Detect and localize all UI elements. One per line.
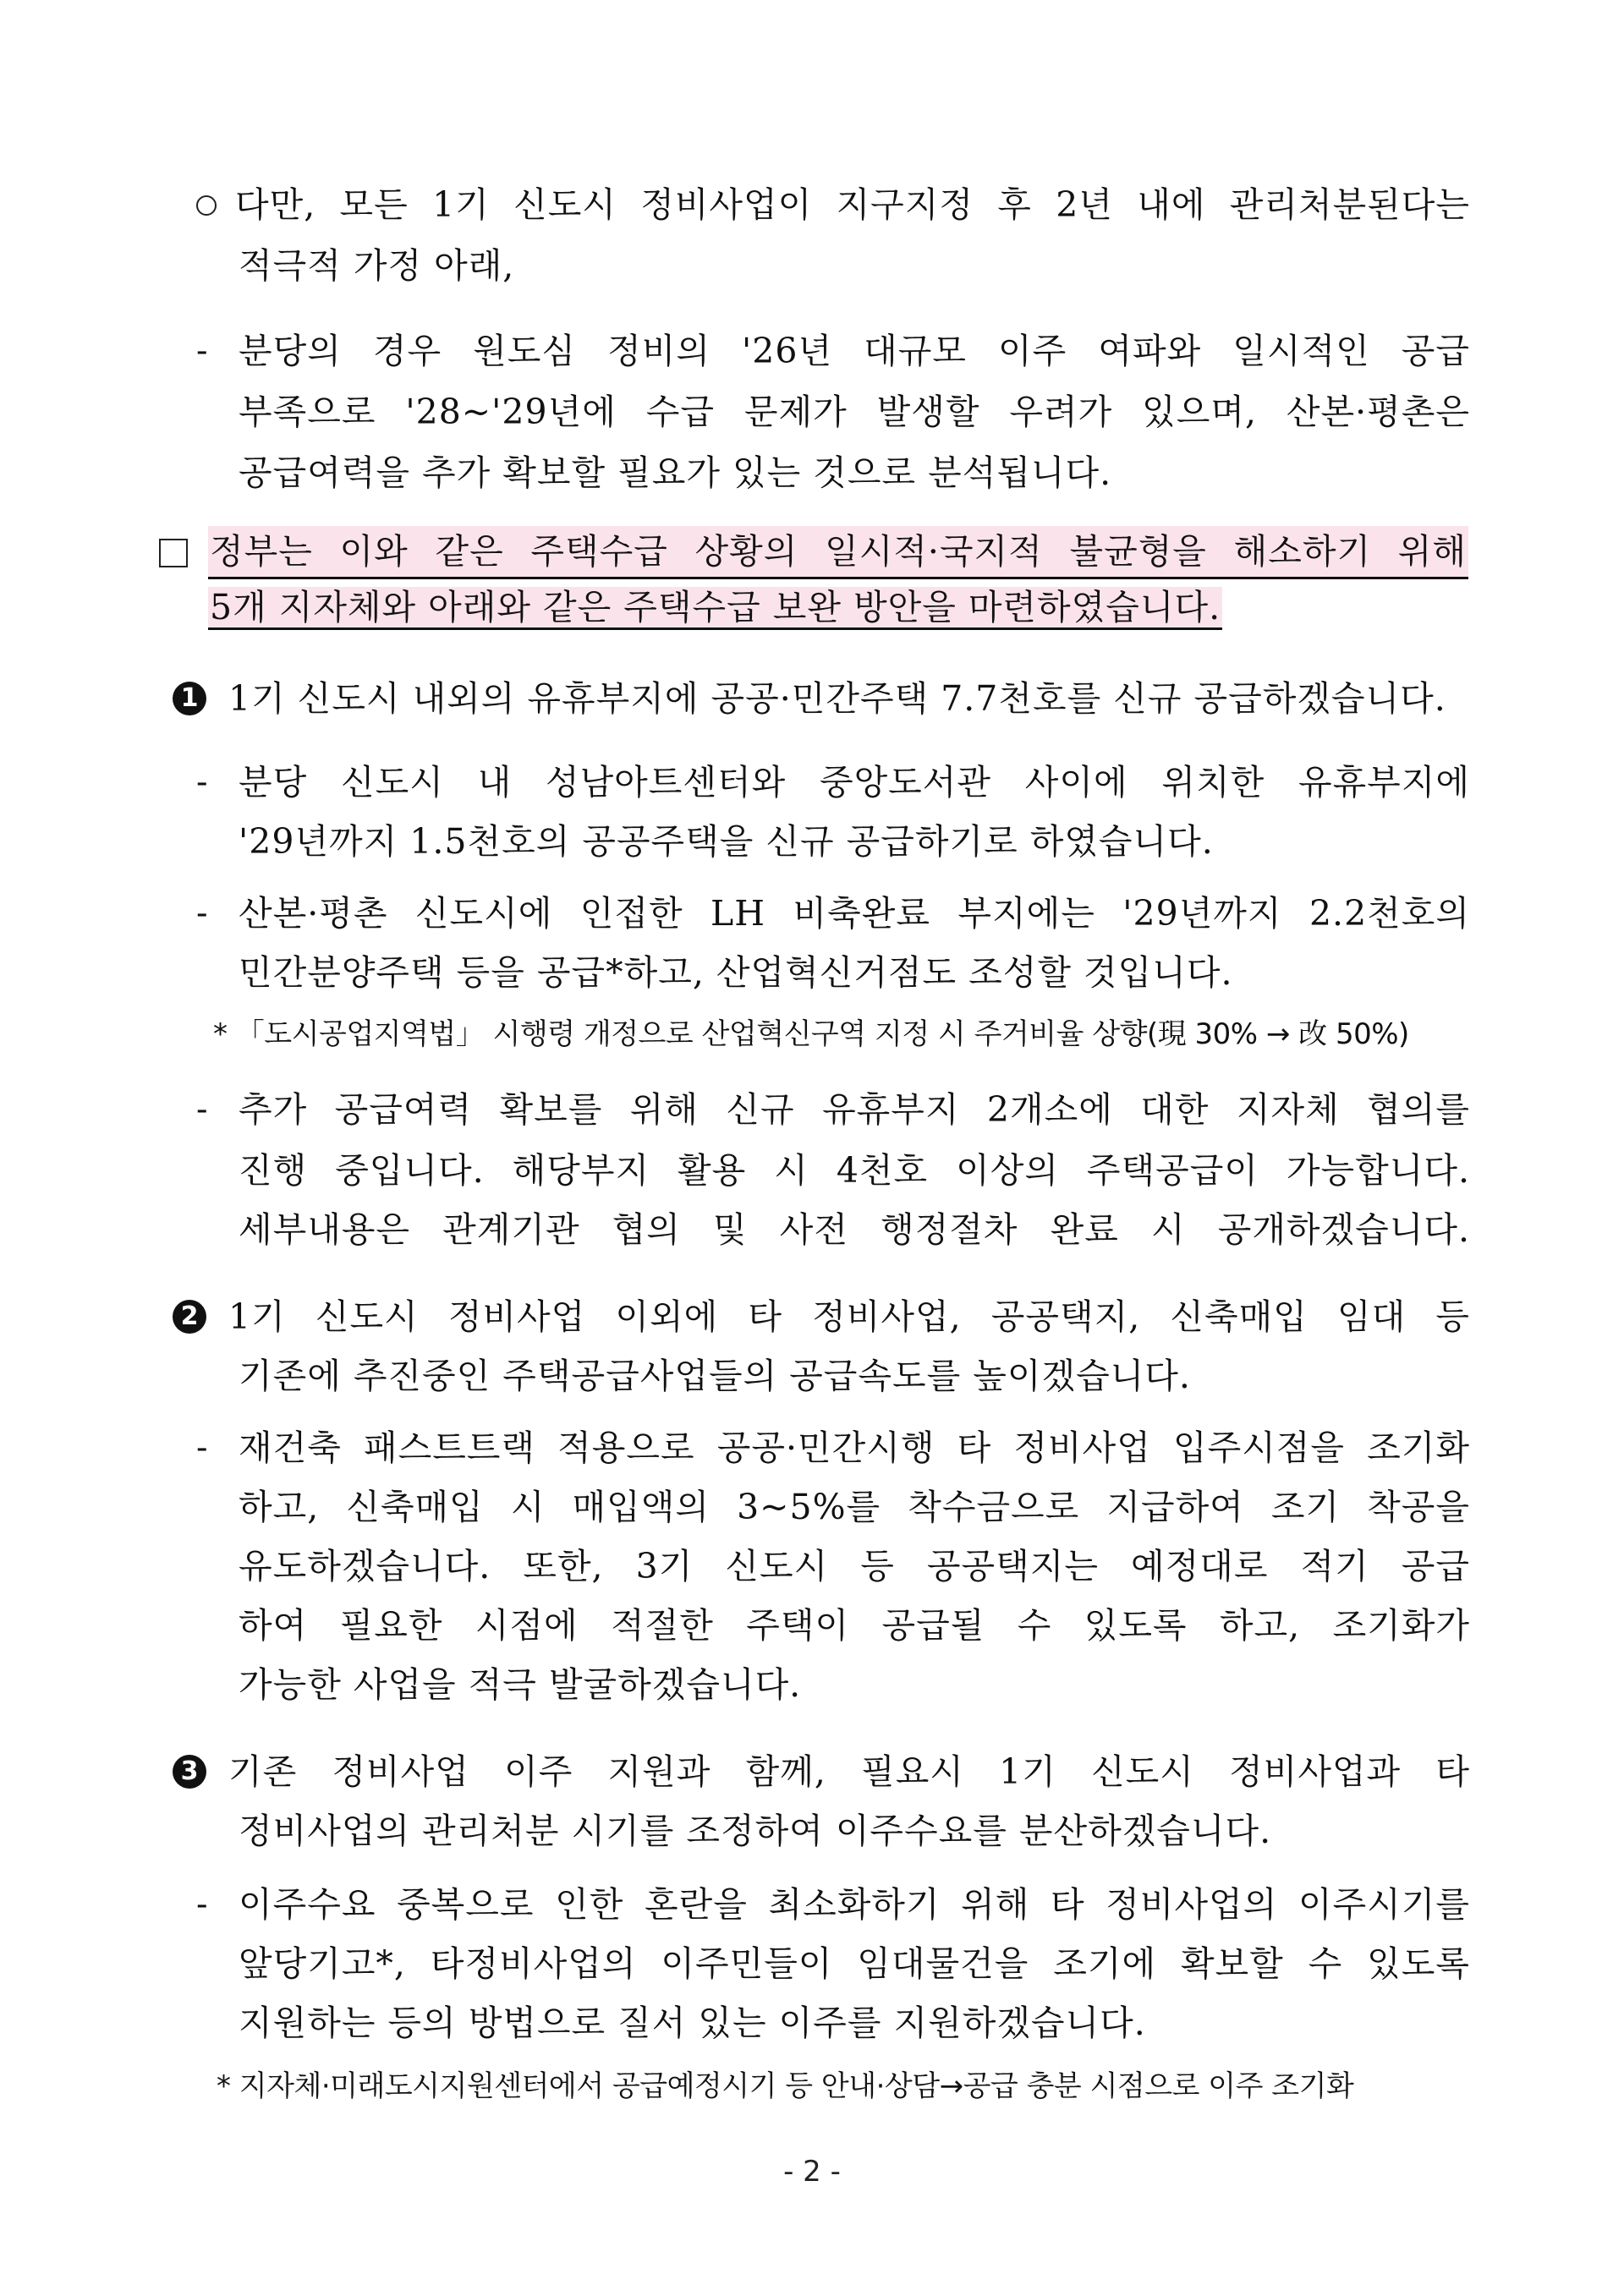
numbered-heading-line: 1기 신도시 내외의 유휴부지에 공공·민간주택 7.7천호를 신규 공급하겠습니다. [228,678,1446,719]
dash-marker: - [196,1885,208,1924]
paragraph-line: 하고, 신축매입 시 매입액의 3~5%를 착수금으로 지급하여 조기 착공을 [239,1487,1470,1527]
footnote: * 「도시공업지역법」 시행령 개정으로 산업혁신구역 지정 시 주거비율 상향(現 30% → 改 50%) [213,1017,1409,1051]
paragraph-line: 산본·평촌 신도시에 인접한 LH 비축완료 부지에는 '29년까지 2.2천호의 [239,893,1470,934]
paragraph-line: 민간분양주택 등을 공급*하고, 산업혁신거점도 조성할 것입니다. [239,952,1233,993]
paragraph-line: 분당 신도시 내 성남아트센터와 중앙도서관 사이에 위치한 유휴부지에 [239,762,1470,803]
paragraph-line: 다만, 모든 1기 신도시 정비사업이 지구지정 후 2년 내에 관리처분된다는 [235,184,1470,225]
paragraph-line: 유도하겠습니다. 또한, 3기 신도시 등 공공택지는 예정대로 적기 공급 [239,1546,1470,1586]
checkbox-square-icon [159,539,188,567]
paragraph-line: 진행 중입니다. 해당부지 활용 시 4천호 이상의 주택공급이 가능합니다. [239,1150,1470,1191]
number-2-badge: 2 [173,1300,206,1334]
paragraph-line: '29년까지 1.5천호의 공공주택을 신규 공급하기로 하였습니다. [239,821,1214,862]
paragraph-line: 추가 공급여력 확보를 위해 신규 유휴부지 2개소에 대한 지자체 협의를 [239,1089,1470,1130]
dash-marker: - [196,332,208,370]
highlighted-summary-line: 정부는 이와 같은 주택수급 상황의 일시적·국지적 불균형을 해소하기 위해 [208,526,1468,579]
footnote: * 지자체·미래도시지원센터에서 공급예정시기 등 안내·상담→공급 충분 시점으로 이주 조기화 [217,2069,1354,2103]
dash-marker: - [196,894,208,933]
paragraph-line: 가능한 사업을 적극 발굴하겠습니다. [239,1664,802,1705]
numbered-heading-line: 정비사업의 관리처분 시기를 조정하여 이주수요를 분산하겠습니다. [239,1811,1272,1851]
paragraph-line: 하여 필요한 시점에 적절한 주택이 공급될 수 있도록 하고, 조기화가 [239,1605,1470,1646]
number-1-badge: 1 [173,682,206,715]
paragraph-line: 공급여력을 추가 확보할 필요가 있는 것으로 분석됩니다. [239,452,1112,493]
page-number: - 2 - [783,2155,841,2189]
dash-marker: - [196,763,208,802]
paragraph-line: 앞당기고*, 타정비사업의 이주민들이 임대물건을 조기에 확보할 수 있도록 [239,1943,1470,1984]
numbered-heading-line: 1기 신도시 정비사업 이외에 타 정비사업, 공공택지, 신축매입 임대 등 [228,1296,1470,1337]
paragraph-line: 분당의 경우 원도심 정비의 '26년 대규모 이주 여파와 일시적인 공급 [239,331,1470,371]
paragraph-line: 재건축 패스트트랙 적용으로 공공·민간시행 타 정비사업 입주시점을 조기화 [239,1427,1470,1468]
numbered-heading-line: 기존 정비사업 이주 지원과 함께, 필요시 1기 신도시 정비사업과 타 [228,1751,1470,1792]
paragraph-line: 이주수요 중복으로 인한 혼란을 최소화하기 위해 타 정비사업의 이주시기를 [239,1884,1470,1925]
dash-marker: - [196,1090,208,1129]
numbered-heading-line: 기존에 추진중인 주택공급사업들의 공급속도를 높이겠습니다. [239,1356,1191,1396]
paragraph-line: 부족으로 '28~'29년에 수급 문제가 발생할 우려가 있으며, 산본·평촌은 [239,392,1470,432]
paragraph-line: 지원하는 등의 방법으로 질서 있는 이주를 지원하겠습니다. [239,2003,1146,2043]
dash-marker: - [196,1428,208,1467]
paragraph-line: 적극적 가정 아래, [239,245,515,286]
paragraph-line: 세부내용은 관계기관 협의 및 사전 행정절차 완료 시 공개하겠습니다. [239,1209,1470,1250]
highlighted-summary-line: 5개 지자체와 아래와 같은 주택수급 보완 방안을 마련하였습니다. [208,582,1222,633]
circle-bullet-icon [196,195,217,216]
number-3-badge: 3 [173,1755,206,1789]
